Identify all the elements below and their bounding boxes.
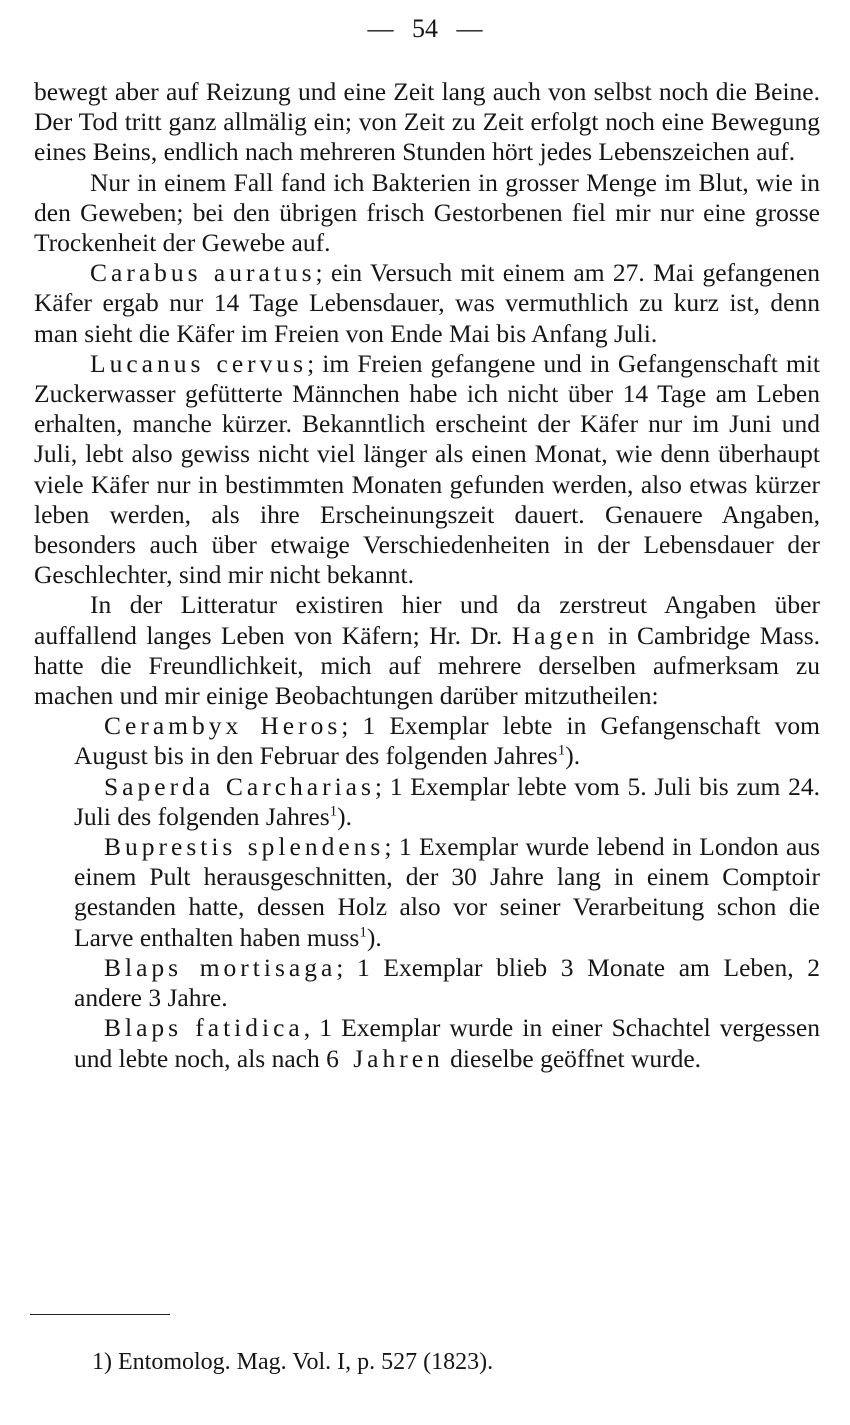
page-header <box>0 14 850 44</box>
entry-buprestis: Buprestis splendens; 1 Exemplar wurde lebend in London aus einem Pult herausgeschnitten, der 30 Jahre lang in einem Comptoir gestanden hatte, dessen Holz also vor seiner Verarbeitung schon die Larve enthalten haben muss$^1$). <box>74 832 821 952</box>
paragraph-carabus: Carabus auratus; ein Versuch mit einem am 27. Mai gefangenen Käfer ergab nur 14 Tage Lebensdauer, was vermuthlich zu kurz ist, denn man sieht die Käfer im Freien von Ende Mai bis Anfang Juli. <box>34 258 820 348</box>
paragraph-continuation: bewegt aber auf Reizung und eine Zeit lang auch von selbst noch die Beine. Der Tod tritt ganz allmälig ein; von Zeit zu Zeit erfolgt noch eine Bewegung eines Beins, endlich nach mehreren Stunden hört jedes Lebenszeichen auf. <box>34 77 820 167</box>
footnote-ref: 1) <box>92 1349 112 1375</box>
species-name: Blaps mortisaga <box>104 952 337 982</box>
species-name: Lucanus cervus <box>90 348 308 378</box>
header-dash-left: — <box>367 14 394 43</box>
footnote <box>92 1349 493 1376</box>
species-name: Carabus auratus <box>90 258 316 288</box>
footnote-marker: 1 <box>359 924 367 941</box>
entry-cerambyx: Cerambyx Heros; 1 Exemplar lebte in Gefangenschaft vom August bis in den Februar des folgenden Jahres$^1$). <box>74 711 820 771</box>
species-name: Blaps fatidica <box>104 1013 304 1043</box>
footnote-text: Entomolog. Mag. Vol. I, p. 527 (1823). <box>112 1349 494 1375</box>
footnote-rule <box>30 1314 170 1315</box>
paragraph-lucanus: Lucanus cervus; im Freien gefangene und in Gefangenschaft mit Zuckerwasser gefütterte Männchen habe ich nicht über 14 Tage am Leben erhalten, manche kürzer. Bekanntlich erscheint der Käfer nur im Juni und Juli, lebt also gewiss nicht viel länger als einen Monat, wie denn überhaupt viele Käfer nur in bestimmten Monaten gefunden werden, also etwas kürzer leben werden, als ihre Erscheinungszeit dauert. Genauere Angaben, besonders auch über etwaige Verschiedenheiten in der Lebensdauer der Geschlechter, sind mir nicht bekannt. <box>34 348 820 590</box>
paragraph-literature: In der Litteratur existiren hier und da zerstreut Angaben über auffallend langes Leben von Käfern; Hr. Dr. Hagen in Cambridge Mass. hatte die Freundlichkeit, mich auf mehrere derselben aufmerksam zu machen und mir einige Beobachtungen darüber mitzutheilen: <box>34 590 821 711</box>
body-text <box>34 77 820 1074</box>
entry-blaps-fatidica: Blaps fatidica, 1 Exemplar wurde in einer Schachtel vergessen und lebte noch, als nach 6 Jahren dieselbe geöffnet wurde. <box>74 1013 820 1073</box>
species-name: Buprestis splendens <box>104 832 385 862</box>
footnote-marker: 1 <box>329 803 338 820</box>
footnote-marker: 1 <box>557 742 566 759</box>
species-name: Saperda Carcharias <box>104 771 375 801</box>
species-name: Cerambyx Heros <box>104 711 342 741</box>
emphasis-text: 6 Jahren <box>326 1043 444 1073</box>
header-dash-right: — <box>456 14 483 43</box>
person-name: Hagen <box>511 620 599 650</box>
entry-saperda: Saperda Carcharias; 1 Exemplar lebte vom 5. Juli bis zum 24. Juli des folgenden Jahres$^1$). <box>74 771 820 831</box>
page-number: 54 <box>412 14 438 43</box>
paragraph-bacteria: Nur in einem Fall fand ich Bakterien in grosser Menge im Blut, wie in den Geweben; bei den übrigen frisch Gestorbenen fiel mir nur eine grosse Trockenheit der Gewebe auf. <box>34 167 820 258</box>
entry-blaps-mortisaga: Blaps mortisaga; 1 Exemplar blieb 3 Monate am Leben, 2 andere 3 Jahre. <box>74 952 820 1013</box>
